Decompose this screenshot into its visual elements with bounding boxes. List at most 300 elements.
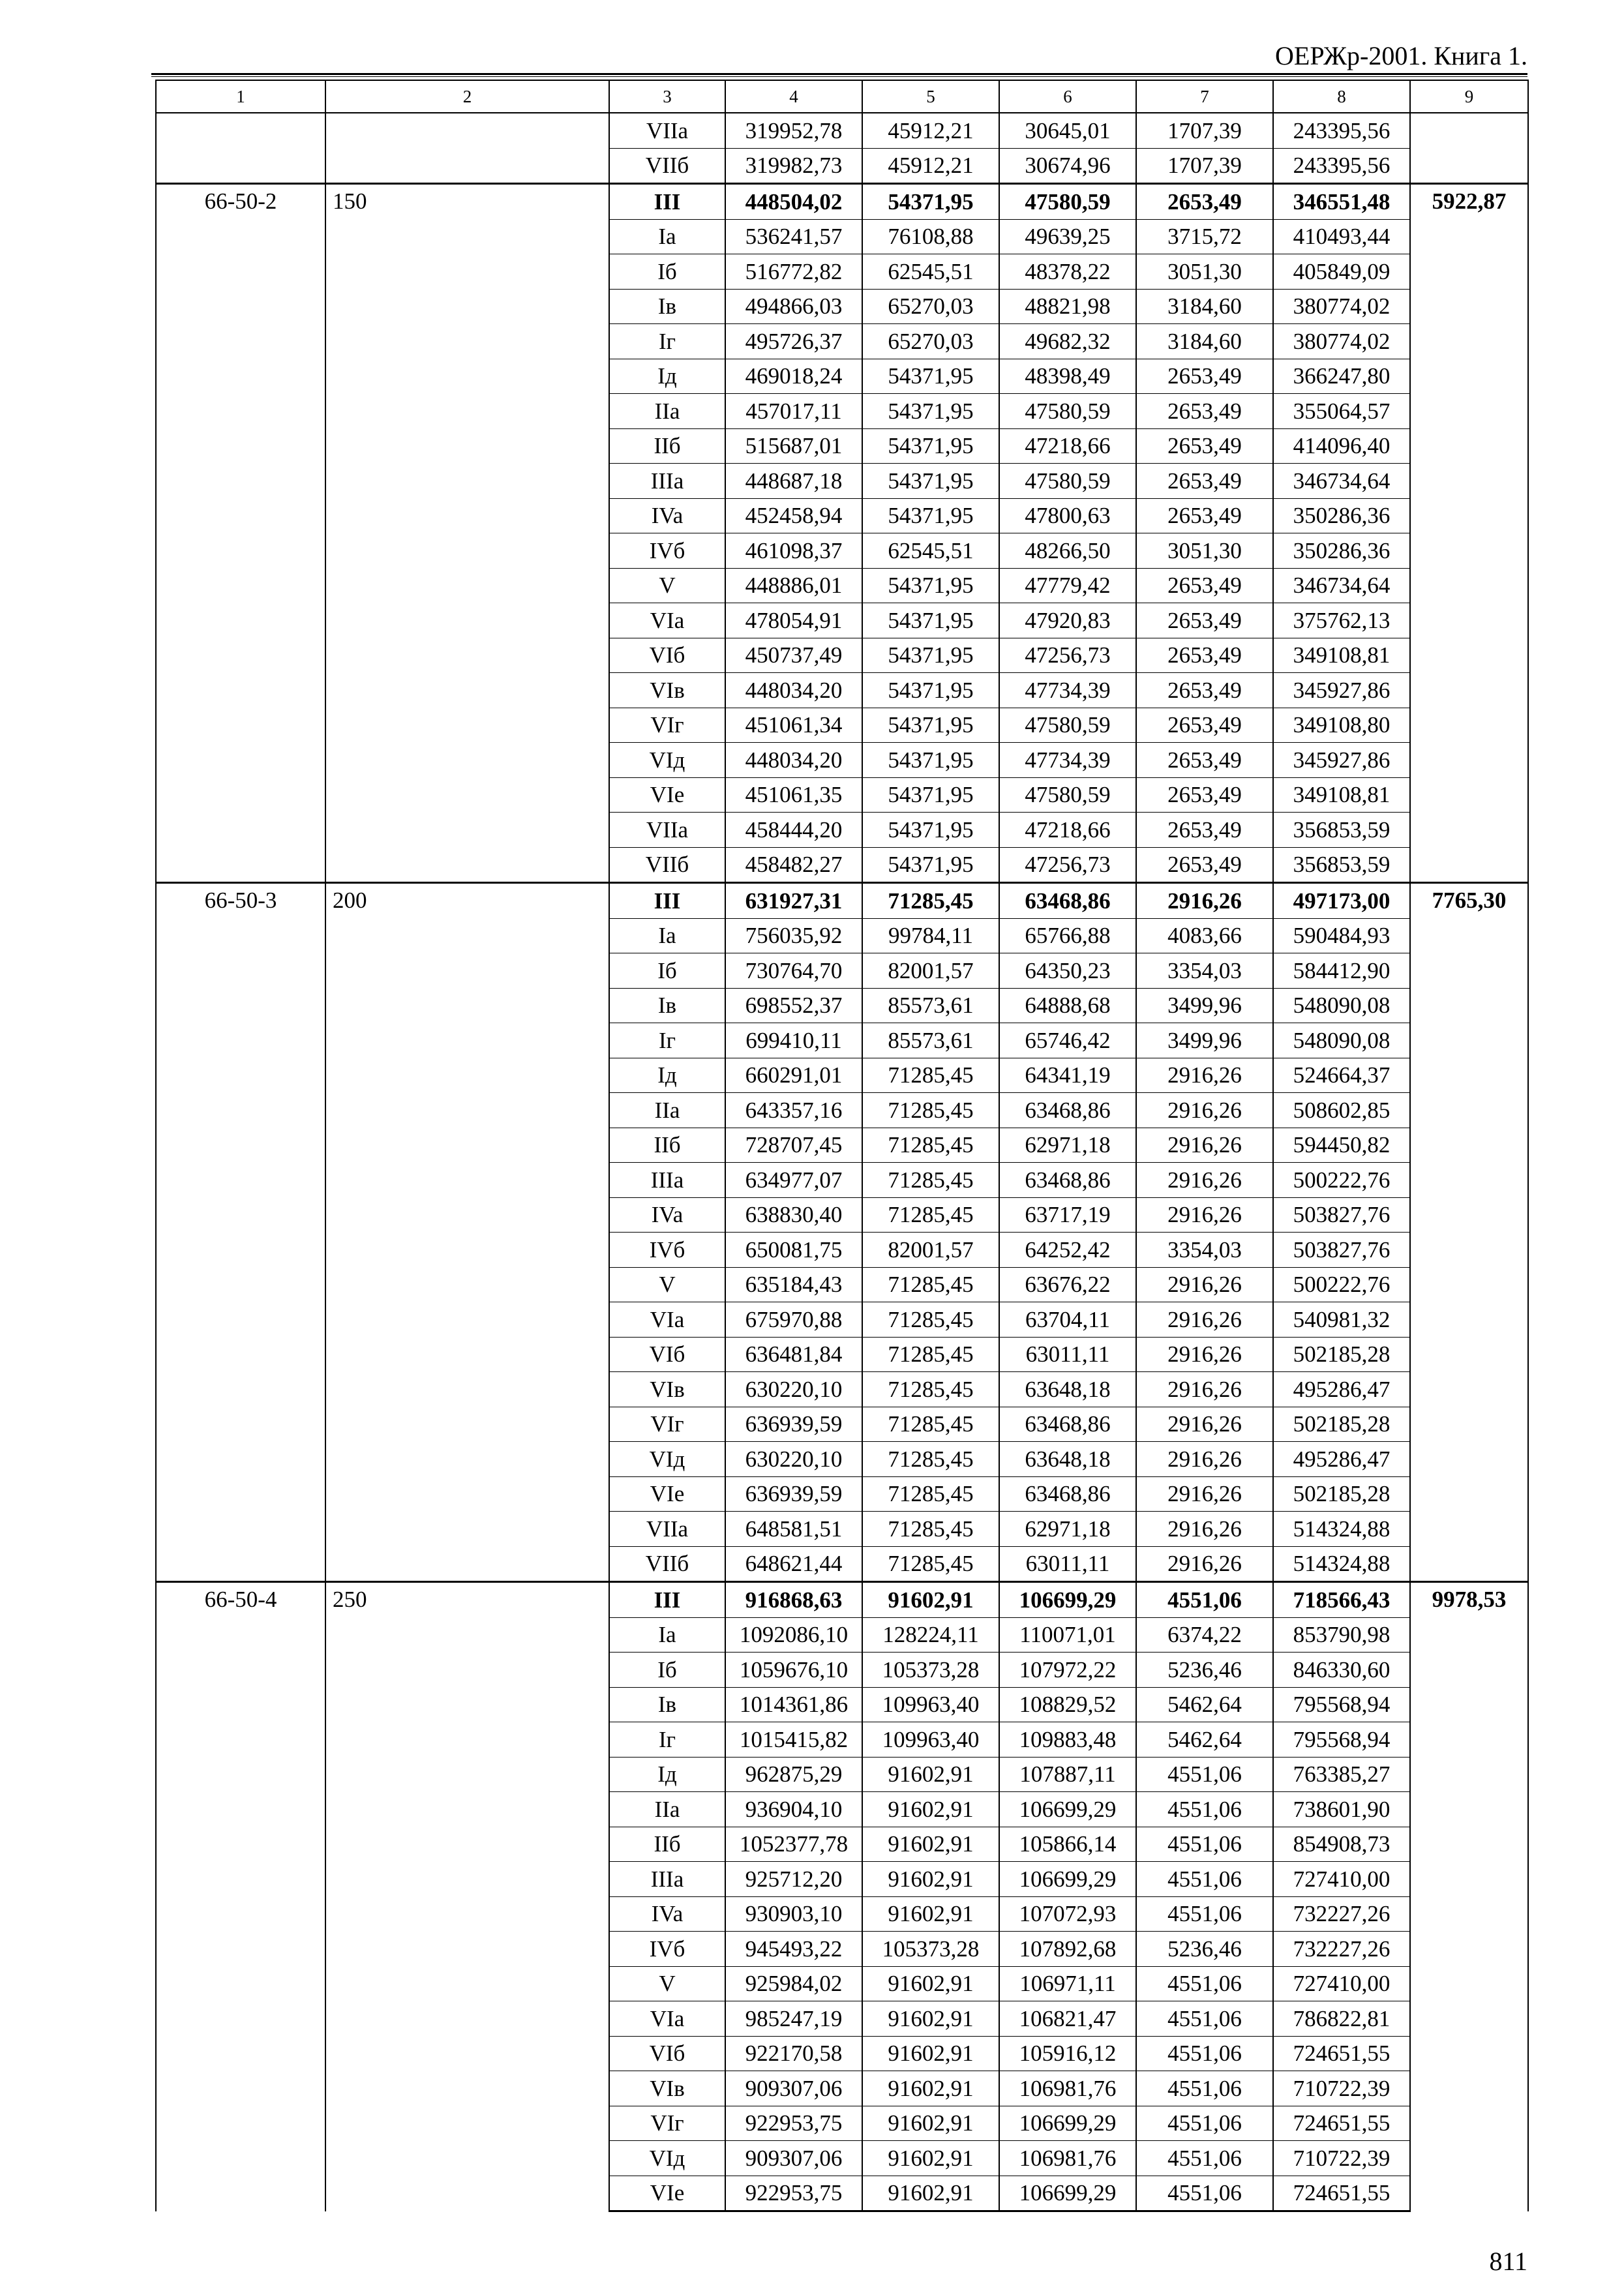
value-cell: 106699,29 xyxy=(999,1792,1136,1827)
value-cell: 469018,24 xyxy=(725,359,862,394)
value-cell: 91602,91 xyxy=(862,2071,999,2106)
value-cell: 54371,95 xyxy=(862,568,999,603)
rate-size: 250 xyxy=(325,1582,609,2211)
zone-cell: Iб xyxy=(609,254,725,290)
value-cell: 2653,49 xyxy=(1136,498,1273,533)
value-cell: 590484,93 xyxy=(1273,918,1410,953)
value-cell: 414096,40 xyxy=(1273,428,1410,464)
value-cell: 732227,26 xyxy=(1273,1896,1410,1932)
value-cell: 105373,28 xyxy=(862,1653,999,1688)
zone-cell: IVб xyxy=(609,533,725,569)
value-cell: 375762,13 xyxy=(1273,603,1410,638)
value-cell: 763385,27 xyxy=(1273,1757,1410,1792)
value-cell: 410493,44 xyxy=(1273,219,1410,254)
value-cell: 854908,73 xyxy=(1273,1827,1410,1862)
value-cell: 71285,45 xyxy=(862,1442,999,1477)
zone-cell: Iб xyxy=(609,953,725,989)
value-cell: 71285,45 xyxy=(862,1058,999,1093)
value-cell: 1015415,82 xyxy=(725,1722,862,1758)
value-cell: 2916,26 xyxy=(1136,1058,1273,1093)
zone-cell: IIб xyxy=(609,428,725,464)
value-cell: 109883,48 xyxy=(999,1722,1136,1758)
value-cell: 65270,03 xyxy=(862,289,999,324)
value-cell: 47580,59 xyxy=(999,708,1136,743)
value-cell: 106699,29 xyxy=(999,1862,1136,1897)
value-cell: 63648,18 xyxy=(999,1442,1136,1477)
value-cell: 48398,49 xyxy=(999,359,1136,394)
value-cell: 786822,81 xyxy=(1273,2001,1410,2037)
value-cell: 853790,98 xyxy=(1273,1617,1410,1653)
value-cell: 345927,86 xyxy=(1273,743,1410,778)
value-cell: 4551,06 xyxy=(1136,2176,1273,2211)
value-cell: 502185,28 xyxy=(1273,1337,1410,1372)
value-cell: 349108,81 xyxy=(1273,638,1410,673)
value-cell: 634977,07 xyxy=(725,1163,862,1198)
value-cell: 62971,18 xyxy=(999,1128,1136,1163)
value-cell: 4551,06 xyxy=(1136,2071,1273,2106)
zone-cell: IIa xyxy=(609,1792,725,1827)
value-cell: 106699,29 xyxy=(999,2106,1136,2141)
value-cell: 106699,29 xyxy=(999,2176,1136,2211)
value-cell: 71285,45 xyxy=(862,1197,999,1233)
value-cell: 106981,76 xyxy=(999,2141,1136,2176)
value-cell: 451061,34 xyxy=(725,708,862,743)
value-cell: 2653,49 xyxy=(1136,673,1273,708)
value-cell: 936904,10 xyxy=(725,1792,862,1827)
value-cell: 636939,59 xyxy=(725,1407,862,1442)
rate-code: 66-50-2 xyxy=(156,184,325,883)
value-cell: 648581,51 xyxy=(725,1512,862,1547)
table-row xyxy=(156,113,1528,148)
value-cell: 2653,49 xyxy=(1136,359,1273,394)
value-cell: 461098,37 xyxy=(725,533,862,569)
value-cell: 503827,76 xyxy=(1273,1197,1410,1233)
zone-cell: VIIa xyxy=(609,813,725,848)
column-number: 8 xyxy=(1273,80,1410,113)
value-cell: 71285,45 xyxy=(862,1337,999,1372)
column-number: 4 xyxy=(725,80,862,113)
value-cell: 107892,68 xyxy=(999,1932,1136,1967)
rate-total: 7765,30 xyxy=(1410,883,1528,1582)
value-cell: 62971,18 xyxy=(999,1512,1136,1547)
zone-cell: VIг xyxy=(609,2106,725,2141)
zone-cell: IIIa xyxy=(609,1163,725,1198)
value-cell: 106971,11 xyxy=(999,1966,1136,2001)
zone-cell: VIд xyxy=(609,743,725,778)
value-cell: 4551,06 xyxy=(1136,1827,1273,1862)
value-cell: 346734,64 xyxy=(1273,568,1410,603)
value-cell: 65766,88 xyxy=(999,918,1136,953)
value-cell: 71285,45 xyxy=(862,1163,999,1198)
zone-cell: III xyxy=(609,1582,725,1618)
zone-cell: Iв xyxy=(609,988,725,1023)
value-cell: 346734,64 xyxy=(1273,464,1410,499)
value-cell: 962875,29 xyxy=(725,1757,862,1792)
value-cell: 985247,19 xyxy=(725,2001,862,2037)
value-cell: 85573,61 xyxy=(862,988,999,1023)
value-cell: 536241,57 xyxy=(725,219,862,254)
value-cell: 730764,70 xyxy=(725,953,862,989)
value-cell: 4551,06 xyxy=(1136,2141,1273,2176)
value-cell: 452458,94 xyxy=(725,498,862,533)
zone-cell: V xyxy=(609,1267,725,1302)
value-cell: 91602,91 xyxy=(862,2176,999,2211)
value-cell: 54371,95 xyxy=(862,498,999,533)
value-cell: 5462,64 xyxy=(1136,1687,1273,1722)
value-cell: 54371,95 xyxy=(862,743,999,778)
zone-cell: VIe xyxy=(609,1476,725,1512)
value-cell: 2916,26 xyxy=(1136,883,1273,919)
zone-cell: Iг xyxy=(609,1722,725,1758)
zone-cell: VIIa xyxy=(609,113,725,148)
value-cell: 91602,91 xyxy=(862,2106,999,2141)
zone-cell: IIa xyxy=(609,394,725,429)
value-cell: 47580,59 xyxy=(999,777,1136,813)
value-cell: 516772,82 xyxy=(725,254,862,290)
value-cell: 350286,36 xyxy=(1273,533,1410,569)
value-cell: 107887,11 xyxy=(999,1757,1136,1792)
value-cell: 109963,40 xyxy=(862,1687,999,1722)
value-cell: 71285,45 xyxy=(862,1476,999,1512)
value-cell: 91602,91 xyxy=(862,2141,999,2176)
value-cell: 925984,02 xyxy=(725,1966,862,2001)
value-cell: 63676,22 xyxy=(999,1267,1136,1302)
value-cell: 349108,81 xyxy=(1273,777,1410,813)
value-cell: 63704,11 xyxy=(999,1302,1136,1338)
zone-cell: VIб xyxy=(609,638,725,673)
value-cell: 47779,42 xyxy=(999,568,1136,603)
zone-cell: VIIб xyxy=(609,148,725,184)
value-cell: 1059676,10 xyxy=(725,1653,862,1688)
value-cell: 2653,49 xyxy=(1136,464,1273,499)
rate-size: 150 xyxy=(325,184,609,883)
value-cell: 728707,45 xyxy=(725,1128,862,1163)
value-cell: 515687,01 xyxy=(725,428,862,464)
value-cell: 356853,59 xyxy=(1273,813,1410,848)
value-cell: 346551,48 xyxy=(1273,184,1410,220)
value-cell: 500222,76 xyxy=(1273,1163,1410,1198)
value-cell: 54371,95 xyxy=(862,394,999,429)
value-cell: 91602,91 xyxy=(862,2001,999,2037)
value-cell: 30674,96 xyxy=(999,148,1136,184)
value-cell: 548090,08 xyxy=(1273,988,1410,1023)
value-cell: 54371,95 xyxy=(862,184,999,220)
value-cell: 738601,90 xyxy=(1273,1792,1410,1827)
rate-total: 5922,87 xyxy=(1410,184,1528,883)
zone-cell: Iд xyxy=(609,359,725,394)
zone-cell: VIe xyxy=(609,2176,725,2211)
value-cell: 76108,88 xyxy=(862,219,999,254)
value-cell: 638830,40 xyxy=(725,1197,862,1233)
value-cell: 64341,19 xyxy=(999,1058,1136,1093)
value-cell: 451061,35 xyxy=(725,777,862,813)
value-cell: 319952,78 xyxy=(725,113,862,148)
value-cell: 349108,80 xyxy=(1273,708,1410,743)
value-cell: 2653,49 xyxy=(1136,847,1273,883)
value-cell: 63468,86 xyxy=(999,1407,1136,1442)
value-cell: 54371,95 xyxy=(862,708,999,743)
page-number: 811 xyxy=(1489,2247,1527,2276)
value-cell: 82001,57 xyxy=(862,1233,999,1268)
value-cell: 631927,31 xyxy=(725,883,862,919)
value-cell: 91602,91 xyxy=(862,1582,999,1618)
value-cell: 514324,88 xyxy=(1273,1512,1410,1547)
value-cell: 108829,52 xyxy=(999,1687,1136,1722)
value-cell: 47218,66 xyxy=(999,428,1136,464)
value-cell: 2916,26 xyxy=(1136,1476,1273,1512)
value-cell: 643357,16 xyxy=(725,1093,862,1128)
page-header xyxy=(151,39,1527,75)
value-cell: 64252,42 xyxy=(999,1233,1136,1268)
value-cell: 3499,96 xyxy=(1136,988,1273,1023)
column-number: 7 xyxy=(1136,80,1273,113)
value-cell: 795568,94 xyxy=(1273,1687,1410,1722)
zone-cell: IVa xyxy=(609,1197,725,1233)
column-number: 5 xyxy=(862,80,999,113)
value-cell: 502185,28 xyxy=(1273,1407,1410,1442)
zone-cell: V xyxy=(609,568,725,603)
value-cell: 106821,47 xyxy=(999,2001,1136,2037)
value-cell: 795568,94 xyxy=(1273,1722,1410,1758)
zone-cell: VIIб xyxy=(609,847,725,883)
value-cell: 699410,11 xyxy=(725,1023,862,1058)
header-title: ОЕРЖр-2001. Книга 1. xyxy=(1275,41,1527,70)
value-cell: 909307,06 xyxy=(725,2071,862,2106)
value-cell: 594450,82 xyxy=(1273,1128,1410,1163)
value-cell: 54371,95 xyxy=(862,359,999,394)
zone-cell: VIв xyxy=(609,673,725,708)
zone-cell: VIг xyxy=(609,1407,725,1442)
value-cell: 48378,22 xyxy=(999,254,1136,290)
value-cell: 107072,93 xyxy=(999,1896,1136,1932)
value-cell: 524664,37 xyxy=(1273,1058,1410,1093)
value-cell: 909307,06 xyxy=(725,2141,862,2176)
value-cell: 99784,11 xyxy=(862,918,999,953)
zone-cell: Ia xyxy=(609,918,725,953)
value-cell: 925712,20 xyxy=(725,1862,862,1897)
value-cell: 584412,90 xyxy=(1273,953,1410,989)
value-cell: 91602,91 xyxy=(862,2036,999,2071)
value-cell: 2653,49 xyxy=(1136,184,1273,220)
value-cell: 2653,49 xyxy=(1136,708,1273,743)
value-cell: 356853,59 xyxy=(1273,847,1410,883)
value-cell: 922953,75 xyxy=(725,2106,862,2141)
value-cell: 494866,03 xyxy=(725,289,862,324)
value-cell: 105916,12 xyxy=(999,2036,1136,2071)
value-cell: 6374,22 xyxy=(1136,1617,1273,1653)
zone-cell: Iв xyxy=(609,289,725,324)
zone-cell: Iб xyxy=(609,1653,725,1688)
zone-cell: VIд xyxy=(609,2141,725,2176)
value-cell: 2916,26 xyxy=(1136,1093,1273,1128)
value-cell: 1092086,10 xyxy=(725,1617,862,1653)
value-cell: 64350,23 xyxy=(999,953,1136,989)
value-cell: 380774,02 xyxy=(1273,324,1410,359)
value-cell: 930903,10 xyxy=(725,1896,862,1932)
value-cell: 4551,06 xyxy=(1136,1582,1273,1618)
value-cell: 458444,20 xyxy=(725,813,862,848)
value-cell: 502185,28 xyxy=(1273,1476,1410,1512)
value-cell: 62545,51 xyxy=(862,254,999,290)
table-row xyxy=(156,1582,1528,1618)
value-cell: 2916,26 xyxy=(1136,1197,1273,1233)
value-cell: 2916,26 xyxy=(1136,1512,1273,1547)
zone-cell: Iг xyxy=(609,1023,725,1058)
value-cell: 448886,01 xyxy=(725,568,862,603)
value-cell: 350286,36 xyxy=(1273,498,1410,533)
value-cell: 47580,59 xyxy=(999,464,1136,499)
price-table xyxy=(155,80,1529,2212)
value-cell: 495286,47 xyxy=(1273,1372,1410,1407)
value-cell: 497173,00 xyxy=(1273,883,1410,919)
value-cell: 732227,26 xyxy=(1273,1932,1410,1967)
value-cell: 727410,00 xyxy=(1273,1862,1410,1897)
rate-code: 66-50-4 xyxy=(156,1582,325,2211)
value-cell: 630220,10 xyxy=(725,1442,862,1477)
zone-cell: VIг xyxy=(609,708,725,743)
value-cell: 71285,45 xyxy=(862,1512,999,1547)
value-cell: 724651,55 xyxy=(1273,2176,1410,2211)
value-cell: 355064,57 xyxy=(1273,394,1410,429)
zone-cell: IVa xyxy=(609,498,725,533)
price-table-body xyxy=(156,80,1528,2211)
value-cell: 3354,03 xyxy=(1136,1233,1273,1268)
value-cell: 128224,11 xyxy=(862,1617,999,1653)
value-cell: 319982,73 xyxy=(725,148,862,184)
zone-cell: VIIб xyxy=(609,1546,725,1582)
value-cell: 54371,95 xyxy=(862,847,999,883)
value-cell: 2653,49 xyxy=(1136,813,1273,848)
value-cell: 2653,49 xyxy=(1136,428,1273,464)
table-row xyxy=(156,883,1528,919)
value-cell: 64888,68 xyxy=(999,988,1136,1023)
value-cell: 916868,63 xyxy=(725,1582,862,1618)
value-cell: 30645,01 xyxy=(999,113,1136,148)
value-cell: 5462,64 xyxy=(1136,1722,1273,1758)
zone-cell: VIe xyxy=(609,777,725,813)
value-cell: 1707,39 xyxy=(1136,148,1273,184)
value-cell: 448504,02 xyxy=(725,184,862,220)
value-cell: 724651,55 xyxy=(1273,2106,1410,2141)
zone-cell: VIa xyxy=(609,603,725,638)
value-cell: 91602,91 xyxy=(862,1862,999,1897)
rate-size: 200 xyxy=(325,883,609,1582)
value-cell: 660291,01 xyxy=(725,1058,862,1093)
column-number: 3 xyxy=(609,80,725,113)
value-cell: 495726,37 xyxy=(725,324,862,359)
value-cell: 71285,45 xyxy=(862,1407,999,1442)
value-cell: 54371,95 xyxy=(862,603,999,638)
value-cell: 457017,11 xyxy=(725,394,862,429)
zone-cell: IIIa xyxy=(609,464,725,499)
zone-cell: IIб xyxy=(609,1128,725,1163)
value-cell: 47734,39 xyxy=(999,673,1136,708)
value-cell: 243395,56 xyxy=(1273,148,1410,184)
value-cell: 49639,25 xyxy=(999,219,1136,254)
value-cell: 345927,86 xyxy=(1273,673,1410,708)
value-cell: 1014361,86 xyxy=(725,1687,862,1722)
value-cell: 500222,76 xyxy=(1273,1267,1410,1302)
value-cell: 508602,85 xyxy=(1273,1093,1410,1128)
value-cell: 105866,14 xyxy=(999,1827,1136,1862)
value-cell: 54371,95 xyxy=(862,428,999,464)
value-cell: 71285,45 xyxy=(862,1267,999,1302)
value-cell: 3715,72 xyxy=(1136,219,1273,254)
value-cell: 366247,80 xyxy=(1273,359,1410,394)
value-cell: 47734,39 xyxy=(999,743,1136,778)
value-cell: 85573,61 xyxy=(862,1023,999,1058)
value-cell: 65746,42 xyxy=(999,1023,1136,1058)
value-cell: 2916,26 xyxy=(1136,1128,1273,1163)
zone-cell: V xyxy=(609,1966,725,2001)
value-cell: 2653,49 xyxy=(1136,777,1273,813)
value-cell: 47580,59 xyxy=(999,394,1136,429)
zone-cell: III xyxy=(609,184,725,220)
zone-cell: Iд xyxy=(609,1058,725,1093)
value-cell: 945493,22 xyxy=(725,1932,862,1967)
value-cell: 380774,02 xyxy=(1273,289,1410,324)
zone-cell: VIв xyxy=(609,2071,725,2106)
value-cell: 3499,96 xyxy=(1136,1023,1273,1058)
value-cell: 107972,22 xyxy=(999,1653,1136,1688)
value-cell: 71285,45 xyxy=(862,1372,999,1407)
value-cell: 105373,28 xyxy=(862,1932,999,1967)
column-number: 6 xyxy=(999,80,1136,113)
value-cell: 49682,32 xyxy=(999,324,1136,359)
value-cell: 3051,30 xyxy=(1136,254,1273,290)
value-cell: 47218,66 xyxy=(999,813,1136,848)
value-cell: 109963,40 xyxy=(862,1722,999,1758)
value-cell: 650081,75 xyxy=(725,1233,862,1268)
value-cell: 478054,91 xyxy=(725,603,862,638)
value-cell: 48266,50 xyxy=(999,533,1136,569)
value-cell: 91602,91 xyxy=(862,1896,999,1932)
value-cell: 47580,59 xyxy=(999,184,1136,220)
value-cell: 2916,26 xyxy=(1136,1546,1273,1582)
value-cell: 2916,26 xyxy=(1136,1372,1273,1407)
value-cell: 54371,95 xyxy=(862,673,999,708)
value-cell: 48821,98 xyxy=(999,289,1136,324)
value-cell: 710722,39 xyxy=(1273,2141,1410,2176)
value-cell: 3184,60 xyxy=(1136,324,1273,359)
table-row xyxy=(156,184,1528,220)
zone-cell: VIд xyxy=(609,1442,725,1477)
value-cell: 448687,18 xyxy=(725,464,862,499)
value-cell: 495286,47 xyxy=(1273,1442,1410,1477)
zone-cell: Iд xyxy=(609,1757,725,1792)
zone-cell: Ia xyxy=(609,219,725,254)
column-number: 2 xyxy=(325,80,609,113)
value-cell: 450737,49 xyxy=(725,638,862,673)
value-cell: 548090,08 xyxy=(1273,1023,1410,1058)
value-cell: 4551,06 xyxy=(1136,1966,1273,2001)
column-number-row xyxy=(156,80,1528,113)
value-cell: 63717,19 xyxy=(999,1197,1136,1233)
value-cell: 106699,29 xyxy=(999,1582,1136,1618)
value-cell: 1707,39 xyxy=(1136,113,1273,148)
value-cell: 54371,95 xyxy=(862,464,999,499)
value-cell: 54371,95 xyxy=(862,638,999,673)
value-cell: 727410,00 xyxy=(1273,1966,1410,2001)
value-cell: 71285,45 xyxy=(862,1128,999,1163)
value-cell: 3354,03 xyxy=(1136,953,1273,989)
value-cell: 71285,45 xyxy=(862,1546,999,1582)
value-cell: 4551,06 xyxy=(1136,2106,1273,2141)
value-cell: 724651,55 xyxy=(1273,2036,1410,2071)
value-cell: 106981,76 xyxy=(999,2071,1136,2106)
value-cell: 718566,43 xyxy=(1273,1582,1410,1618)
zone-cell: IVa xyxy=(609,1896,725,1932)
